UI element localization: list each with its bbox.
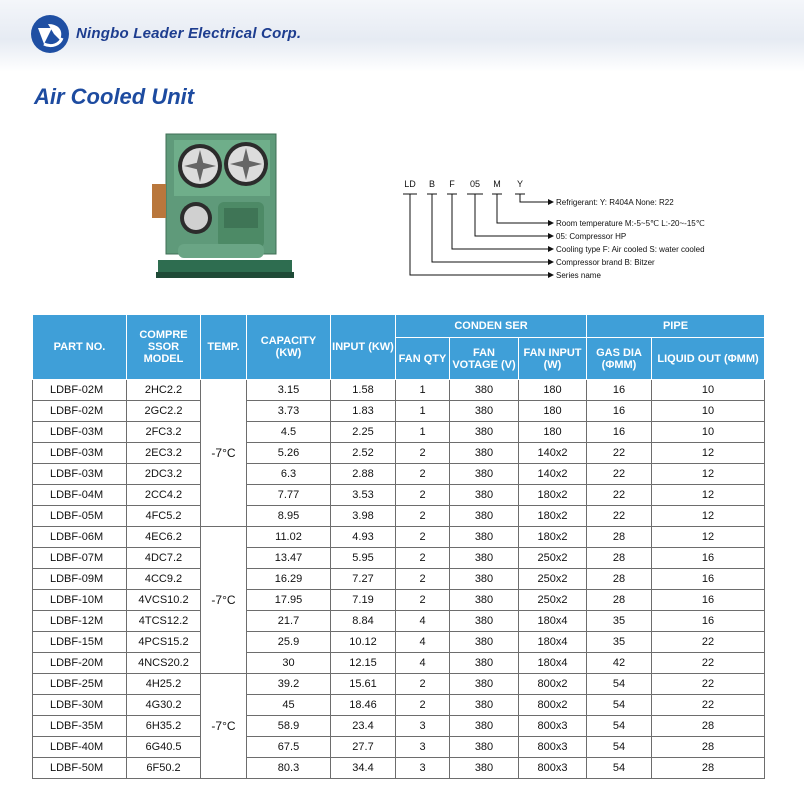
cell-part-no: LDBF-35M [33, 716, 127, 737]
cell-liquid-out: 28 [652, 758, 765, 779]
cell-capacity: 17.95 [247, 590, 331, 611]
condensing-unit-photo [148, 126, 300, 286]
cell-part-no: LDBF-06M [33, 527, 127, 548]
cell-capacity: 58.9 [247, 716, 331, 737]
cell-part-no: LDBF-30M [33, 695, 127, 716]
cell-capacity: 45 [247, 695, 331, 716]
model-code-diagram [396, 174, 796, 286]
cell-compressor-model: 2FC3.2 [127, 422, 201, 443]
cell-part-no: LDBF-12M [33, 611, 127, 632]
cell-liquid-out: 28 [652, 737, 765, 758]
cell-liquid-out: 12 [652, 485, 765, 506]
cell-capacity: 5.26 [247, 443, 331, 464]
table-row [33, 506, 765, 527]
header-condenser: CONDEN SER [396, 315, 587, 338]
cell-compressor-model: 2EC3.2 [127, 443, 201, 464]
company-logo-icon [30, 14, 70, 54]
company-name: Ningbo Leader Electrical Corp. [76, 25, 302, 42]
cell-fan-input: 800x2 [519, 674, 587, 695]
cell-compressor-model: 4DC7.2 [127, 548, 201, 569]
cell-fan-qty: 1 [396, 380, 450, 401]
cell-part-no: LDBF-10M [33, 590, 127, 611]
cell-fan-voltage: 380 [450, 401, 519, 422]
cell-part-no: LDBF-03M [33, 443, 127, 464]
cell-input: 3.53 [331, 485, 396, 506]
cell-fan-input: 800x3 [519, 716, 587, 737]
cell-fan-qty: 4 [396, 632, 450, 653]
table-row [33, 611, 765, 632]
cell-liquid-out: 16 [652, 590, 765, 611]
cell-compressor-model: 6F50.2 [127, 758, 201, 779]
cell-gas-dia: 28 [587, 527, 652, 548]
cell-fan-input: 180x4 [519, 611, 587, 632]
cell-input: 23.4 [331, 716, 396, 737]
cell-capacity: 11.02 [247, 527, 331, 548]
cell-capacity: 8.95 [247, 506, 331, 527]
header-liquid-out: LIQUID OUT (ΦMM) [652, 338, 765, 380]
cell-fan-voltage: 380 [450, 737, 519, 758]
cell-fan-voltage: 380 [450, 506, 519, 527]
cell-fan-qty: 2 [396, 569, 450, 590]
cell-capacity: 13.47 [247, 548, 331, 569]
cell-fan-qty: 2 [396, 590, 450, 611]
cell-liquid-out: 22 [652, 674, 765, 695]
cell-fan-qty: 2 [396, 506, 450, 527]
cell-liquid-out: 16 [652, 611, 765, 632]
cell-capacity: 67.5 [247, 737, 331, 758]
cell-input: 5.95 [331, 548, 396, 569]
cell-input: 1.83 [331, 401, 396, 422]
code-segment: F [449, 179, 455, 189]
cell-fan-qty: 3 [396, 758, 450, 779]
cell-compressor-model: 4NCS20.2 [127, 653, 201, 674]
cell-fan-input: 800x3 [519, 737, 587, 758]
cell-capacity: 30 [247, 653, 331, 674]
header-capacity: CAPACITY (KW) [247, 315, 331, 380]
cell-fan-voltage: 380 [450, 464, 519, 485]
code-segment: LD [404, 179, 416, 189]
cell-part-no: LDBF-03M [33, 464, 127, 485]
cell-fan-voltage: 380 [450, 611, 519, 632]
cell-capacity: 25.9 [247, 632, 331, 653]
cell-part-no: LDBF-05M [33, 506, 127, 527]
cell-fan-qty: 2 [396, 674, 450, 695]
cell-compressor-model: 2CC4.2 [127, 485, 201, 506]
code-segment: 05 [469, 179, 481, 189]
cell-compressor-model: 4TCS12.2 [127, 611, 201, 632]
cell-fan-voltage: 380 [450, 443, 519, 464]
table-row [33, 422, 765, 443]
cell-input: 18.46 [331, 695, 396, 716]
cell-fan-voltage: 380 [450, 632, 519, 653]
table-row [33, 569, 765, 590]
cell-input: 2.88 [331, 464, 396, 485]
cell-fan-qty: 2 [396, 464, 450, 485]
code-description: Room temperature M:-5~5℃ L:-20~-15℃ [556, 219, 705, 228]
table-row [33, 737, 765, 758]
cell-input: 27.7 [331, 737, 396, 758]
cell-part-no: LDBF-02M [33, 401, 127, 422]
cell-fan-input: 800x2 [519, 695, 587, 716]
cell-fan-voltage: 380 [450, 485, 519, 506]
table-row [33, 674, 765, 695]
table-row [33, 716, 765, 737]
cell-fan-input: 180x4 [519, 632, 587, 653]
cell-fan-input: 800x3 [519, 758, 587, 779]
cell-fan-qty: 4 [396, 653, 450, 674]
cell-liquid-out: 22 [652, 632, 765, 653]
cell-fan-voltage: 380 [450, 548, 519, 569]
cell-temp: -7°C [201, 527, 247, 674]
cell-fan-input: 180x2 [519, 506, 587, 527]
cell-fan-voltage: 380 [450, 695, 519, 716]
cell-liquid-out: 12 [652, 527, 765, 548]
cell-part-no: LDBF-25M [33, 674, 127, 695]
cell-fan-qty: 1 [396, 401, 450, 422]
header-temp: TEMP. [201, 315, 247, 380]
cell-compressor-model: 2GC2.2 [127, 401, 201, 422]
cell-fan-voltage: 380 [450, 716, 519, 737]
cell-fan-input: 180 [519, 380, 587, 401]
cell-gas-dia: 54 [587, 716, 652, 737]
cell-compressor-model: 4H25.2 [127, 674, 201, 695]
cell-capacity: 3.15 [247, 380, 331, 401]
cell-input: 15.61 [331, 674, 396, 695]
cell-fan-qty: 2 [396, 527, 450, 548]
table-row [33, 401, 765, 422]
cell-temp: -7°C [201, 380, 247, 527]
cell-compressor-model: 6G40.5 [127, 737, 201, 758]
cell-fan-qty: 2 [396, 485, 450, 506]
cell-fan-qty: 1 [396, 422, 450, 443]
cell-fan-input: 180 [519, 401, 587, 422]
cell-fan-qty: 2 [396, 695, 450, 716]
cell-fan-voltage: 380 [450, 674, 519, 695]
cell-input: 7.27 [331, 569, 396, 590]
cell-compressor-model: 4CC9.2 [127, 569, 201, 590]
cell-capacity: 7.77 [247, 485, 331, 506]
cell-gas-dia: 42 [587, 653, 652, 674]
cell-gas-dia: 28 [587, 590, 652, 611]
cell-gas-dia: 35 [587, 611, 652, 632]
cell-gas-dia: 16 [587, 380, 652, 401]
cell-part-no: LDBF-04M [33, 485, 127, 506]
cell-gas-dia: 54 [587, 674, 652, 695]
table-row [33, 758, 765, 779]
cell-gas-dia: 28 [587, 569, 652, 590]
cell-fan-qty: 3 [396, 737, 450, 758]
cell-part-no: LDBF-50M [33, 758, 127, 779]
cell-gas-dia: 22 [587, 485, 652, 506]
cell-compressor-model: 4PCS15.2 [127, 632, 201, 653]
cell-liquid-out: 10 [652, 380, 765, 401]
code-segment: M [493, 179, 501, 189]
header-fan-input: FAN INPUT (W) [519, 338, 587, 380]
cell-capacity: 16.29 [247, 569, 331, 590]
cell-fan-voltage: 380 [450, 422, 519, 443]
table-row [33, 695, 765, 716]
cell-fan-input: 180 [519, 422, 587, 443]
page-title: Air Cooled Unit [34, 84, 195, 109]
specification-table [32, 314, 765, 779]
header-input: INPUT (KW) [331, 315, 396, 380]
header-compressor-model: COMPRE SSOR MODEL [127, 315, 201, 380]
cell-fan-voltage: 380 [450, 527, 519, 548]
cell-liquid-out: 12 [652, 506, 765, 527]
cell-gas-dia: 35 [587, 632, 652, 653]
cell-input: 7.19 [331, 590, 396, 611]
cell-fan-voltage: 380 [450, 590, 519, 611]
cell-gas-dia: 54 [587, 695, 652, 716]
table-row [33, 527, 765, 548]
cell-gas-dia: 22 [587, 443, 652, 464]
cell-part-no: LDBF-40M [33, 737, 127, 758]
cell-gas-dia: 22 [587, 506, 652, 527]
table-row [33, 548, 765, 569]
cell-fan-qty: 2 [396, 443, 450, 464]
cell-part-no: LDBF-03M [33, 422, 127, 443]
cell-compressor-model: 2DC3.2 [127, 464, 201, 485]
cell-part-no: LDBF-15M [33, 632, 127, 653]
cell-liquid-out: 12 [652, 464, 765, 485]
cell-capacity: 80.3 [247, 758, 331, 779]
cell-compressor-model: 4FC5.2 [127, 506, 201, 527]
cell-input: 2.52 [331, 443, 396, 464]
cell-input: 4.93 [331, 527, 396, 548]
cell-fan-voltage: 380 [450, 758, 519, 779]
cell-fan-voltage: 380 [450, 653, 519, 674]
cell-fan-qty: 3 [396, 716, 450, 737]
cell-compressor-model: 4EC6.2 [127, 527, 201, 548]
cell-input: 34.4 [331, 758, 396, 779]
code-segment: Y [516, 179, 524, 189]
code-description: Series name [556, 271, 601, 280]
cell-capacity: 21.7 [247, 611, 331, 632]
cell-input: 2.25 [331, 422, 396, 443]
cell-temp: -7°C [201, 674, 247, 779]
cell-input: 10.12 [331, 632, 396, 653]
cell-capacity: 6.3 [247, 464, 331, 485]
header-part-no: PART NO. [33, 315, 127, 380]
cell-gas-dia: 54 [587, 758, 652, 779]
cell-liquid-out: 16 [652, 548, 765, 569]
cell-input: 3.98 [331, 506, 396, 527]
cell-fan-input: 180x2 [519, 527, 587, 548]
cell-gas-dia: 54 [587, 737, 652, 758]
cell-liquid-out: 16 [652, 569, 765, 590]
table-row [33, 653, 765, 674]
header-fan-voltage: FAN VOTAGE (V) [450, 338, 519, 380]
code-description: Compressor brand B: Bitzer [556, 258, 655, 267]
code-description: Cooling type F: Air cooled S: water cooled [556, 245, 705, 254]
cell-liquid-out: 10 [652, 422, 765, 443]
cell-fan-qty: 4 [396, 611, 450, 632]
code-description: 05: Compressor HP [556, 232, 627, 241]
cell-fan-input: 180x4 [519, 653, 587, 674]
table-row [33, 443, 765, 464]
cell-compressor-model: 4G30.2 [127, 695, 201, 716]
cell-part-no: LDBF-20M [33, 653, 127, 674]
cell-fan-input: 250x2 [519, 548, 587, 569]
cell-fan-input: 180x2 [519, 485, 587, 506]
cell-compressor-model: 6H35.2 [127, 716, 201, 737]
header-gas-dia: GAS DIA (ΦMM) [587, 338, 652, 380]
cell-fan-input: 250x2 [519, 590, 587, 611]
header-pipe: PIPE [587, 315, 765, 338]
cell-input: 12.15 [331, 653, 396, 674]
cell-gas-dia: 16 [587, 422, 652, 443]
header-fan-qty: FAN QTY [396, 338, 450, 380]
cell-input: 8.84 [331, 611, 396, 632]
cell-fan-voltage: 380 [450, 569, 519, 590]
table-row [33, 485, 765, 506]
cell-capacity: 4.5 [247, 422, 331, 443]
table-row [33, 632, 765, 653]
cell-liquid-out: 12 [652, 443, 765, 464]
cell-compressor-model: 2HC2.2 [127, 380, 201, 401]
cell-part-no: LDBF-09M [33, 569, 127, 590]
cell-fan-input: 140x2 [519, 443, 587, 464]
cell-capacity: 39.2 [247, 674, 331, 695]
table-row [33, 464, 765, 485]
cell-capacity: 3.73 [247, 401, 331, 422]
cell-fan-voltage: 380 [450, 380, 519, 401]
cell-liquid-out: 10 [652, 401, 765, 422]
cell-part-no: LDBF-02M [33, 380, 127, 401]
cell-gas-dia: 28 [587, 548, 652, 569]
cell-input: 1.58 [331, 380, 396, 401]
cell-part-no: LDBF-07M [33, 548, 127, 569]
specification-table-body [33, 380, 765, 779]
cell-fan-qty: 2 [396, 548, 450, 569]
cell-gas-dia: 16 [587, 401, 652, 422]
cell-gas-dia: 22 [587, 464, 652, 485]
cell-fan-input: 250x2 [519, 569, 587, 590]
code-description: Refrigerant: Y: R404A None: R22 [556, 198, 674, 207]
cell-liquid-out: 28 [652, 716, 765, 737]
cell-liquid-out: 22 [652, 695, 765, 716]
code-segment: B [428, 179, 436, 189]
table-row [33, 380, 765, 401]
cell-fan-input: 140x2 [519, 464, 587, 485]
cell-compressor-model: 4VCS10.2 [127, 590, 201, 611]
table-row [33, 590, 765, 611]
cell-liquid-out: 22 [652, 653, 765, 674]
